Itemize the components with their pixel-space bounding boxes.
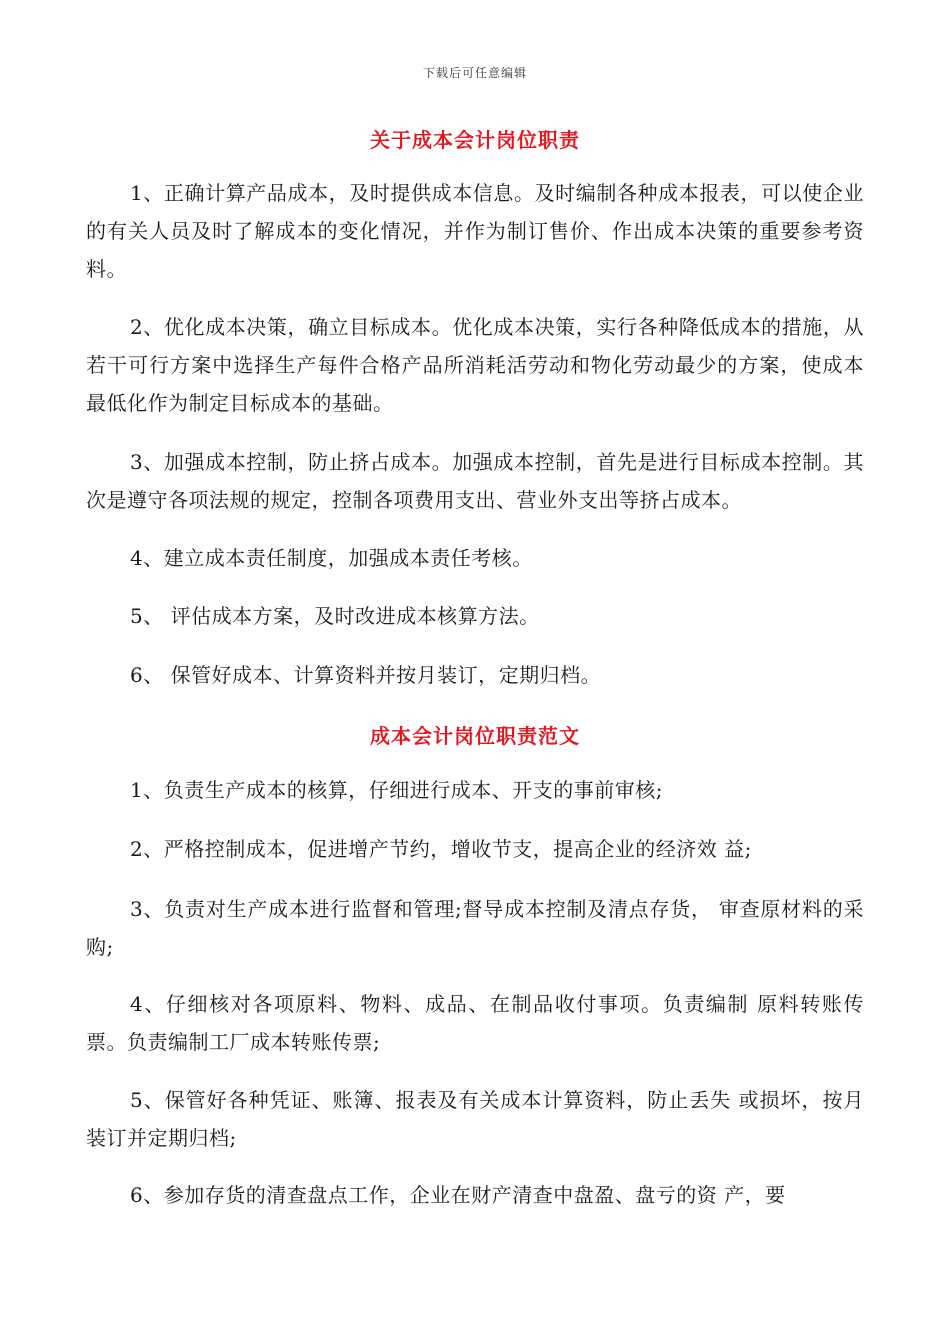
section1-paragraph-3: 3、加强成本控制，防止挤占成本。加强成本控制，首先是进行目标成本控制。其次是遵守各项法规的规定，控制各项费用支出、营业外支出等挤占成本。 bbox=[86, 450, 864, 512]
section1-paragraph-5: 5、 评估成本方案，及时改进成本核算方法。 bbox=[130, 604, 540, 628]
header-note: 下载后可任意编辑 bbox=[422, 66, 527, 80]
section2-paragraph-5: 5、保管好各种凭证、账簿、报表及有关成本计算资料，防止丢失 或损坏，按月装订并定期归档; bbox=[86, 1088, 864, 1150]
section2-paragraph-4: 4、仔细核对各项原料、物料、成品、在制品收付事项。负责编制 原料转账传票。负责编制工厂成本转账传票; bbox=[86, 992, 864, 1054]
section1-paragraph-4: 4、建立成本责任制度，加强成本责任考核。 bbox=[130, 546, 533, 570]
section2-paragraph-6: 6、参加存货的清查盘点工作，企业在财产清查中盘盈、盘亏的资 产，要 bbox=[130, 1183, 786, 1207]
section2-paragraph-1: 1、负责生产成本的核算，仔细进行成本、开支的事前审核; bbox=[130, 778, 663, 802]
section2-paragraph-2: 2、严格控制成本，促进增产节约，增收节支，提高企业的经济效 益; bbox=[130, 837, 752, 861]
section1-paragraph-6: 6、 保管好成本、计算资料并按月装订，定期归档。 bbox=[130, 663, 602, 687]
section1-paragraph-2: 2、优化成本决策，确立目标成本。优化成本决策，实行各种降低成本的措施，从若干可行方案中选择生产每件合格产品所消耗活劳动和物化劳动最少的方案，使成本最低化作为制定目标成本的基础。 bbox=[86, 315, 864, 415]
section2-title: 成本会计岗位职责范文 bbox=[370, 724, 580, 748]
section1-title: 关于成本会计岗位职责 bbox=[370, 128, 580, 152]
section2-paragraph-3: 3、负责对生产成本进行监督和管理;督导成本控制及清点存货， 审查原材料的采购; bbox=[86, 897, 864, 959]
section1-paragraph-1: 1、正确计算产品成本，及时提供成本信息。及时编制各种成本报表，可以使企业的有关人员及时了解成本的变化情况，并作为制订售价、作出成本决策的重要参考资料。 bbox=[86, 181, 864, 281]
